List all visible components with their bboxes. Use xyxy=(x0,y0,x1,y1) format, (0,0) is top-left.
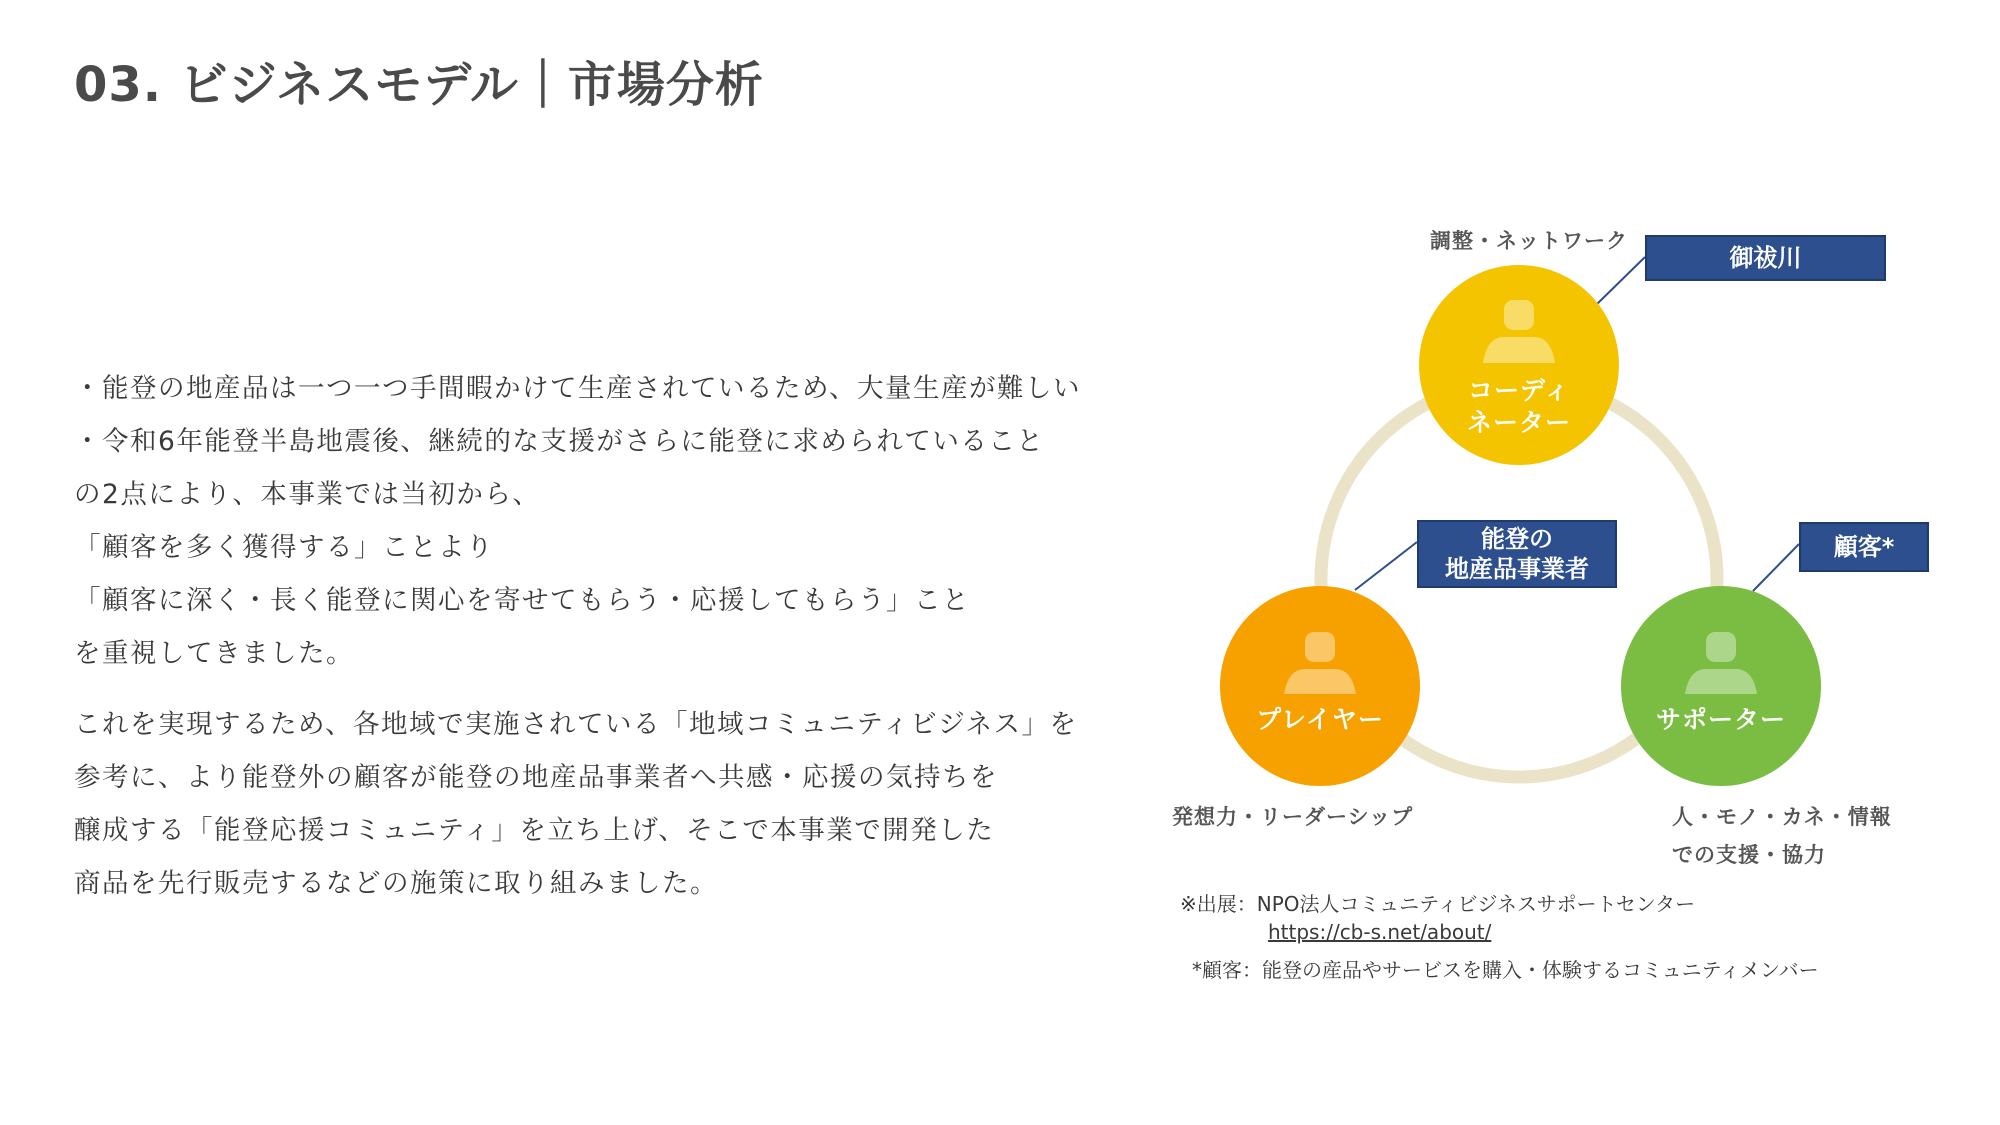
coordinator-role-label: 調整・ネットワーク xyxy=(1430,229,1628,253)
body-text xyxy=(74,362,1154,910)
text-line: の2点により、本事業では当初から、 xyxy=(74,479,541,510)
coordinator-label-line2: ネーター xyxy=(1466,408,1571,437)
coordinator-label-line1: コーディ xyxy=(1467,376,1570,405)
text-line: 醸成する「能登応援コミュニティ」を立ち上げ、そこで本事業で開発した xyxy=(74,815,995,846)
supporter-label: サポーター xyxy=(1655,705,1786,734)
callout-player-entity xyxy=(1417,520,1617,588)
callout-connector-coordinator xyxy=(1595,257,1645,306)
callout-connector-player xyxy=(1355,542,1417,590)
supporter-role-label xyxy=(1672,798,1892,874)
supporter-role-line2: での支援・協力 xyxy=(1672,843,1826,867)
player-role-label: 発想力・リーダーシップ xyxy=(1172,805,1414,829)
callout-player-line2: 地産品事業者 xyxy=(1445,555,1589,583)
player-label: プレイヤー xyxy=(1256,705,1384,734)
source-url-row xyxy=(1180,918,1819,946)
text-line: ・令和6年能登半島地震後、継続的な支援がさらに能登に求められていること xyxy=(74,426,1045,457)
page-title: 03. ビジネスモデル｜市場分析 xyxy=(74,57,764,113)
source-name: NPO法人コミュニティビジネスサポートセンター xyxy=(1256,892,1696,916)
text-line: これを実現するため、各地域で実施されている「地域コミュニティビジネス」を xyxy=(74,709,1078,740)
paragraph-2 xyxy=(74,698,1154,910)
source-row xyxy=(1180,890,1819,918)
callout-supporter-entity: 顧客* xyxy=(1799,522,1929,572)
text-line: 参考に、より能登外の顧客が能登の地産品事業者へ共感・応援の気持ちを xyxy=(74,762,998,793)
footnote xyxy=(1180,890,1819,984)
text-line: を重視してきました。 xyxy=(74,638,354,669)
customer-definition: 能登の産品やサービスを購入・体験するコミュニティメンバー xyxy=(1262,958,1819,982)
community-diagram xyxy=(1140,200,1980,900)
text-line: 「顧客に深く・長く能登に関心を寄せてもらう・応援してもらう」こと xyxy=(74,585,970,616)
callout-connector-supporter xyxy=(1753,544,1799,591)
supporter-role-line1: 人・モノ・カネ・情報 xyxy=(1672,805,1892,829)
source-key: ※出展： xyxy=(1180,892,1257,916)
source-link[interactable]: https://cb-s.net/about/ xyxy=(1268,920,1492,944)
text-line: 「顧客を多く獲得する」ことより xyxy=(74,532,494,563)
callout-coordinator-entity: 御祓川 xyxy=(1645,235,1886,281)
paragraph-1 xyxy=(74,362,1154,680)
text-line: ・能登の地産品は一つ一つ手間暇かけて生産されているため、大量生産が難しい xyxy=(74,373,1081,404)
customer-key: *顧客： xyxy=(1192,958,1262,982)
callout-player-line1: 能登の xyxy=(1481,525,1553,553)
text-line: 商品を先行販売するなどの施策に取り組みました。 xyxy=(74,868,718,899)
coordinator-label xyxy=(1439,375,1599,439)
customer-definition-row xyxy=(1180,956,1819,984)
